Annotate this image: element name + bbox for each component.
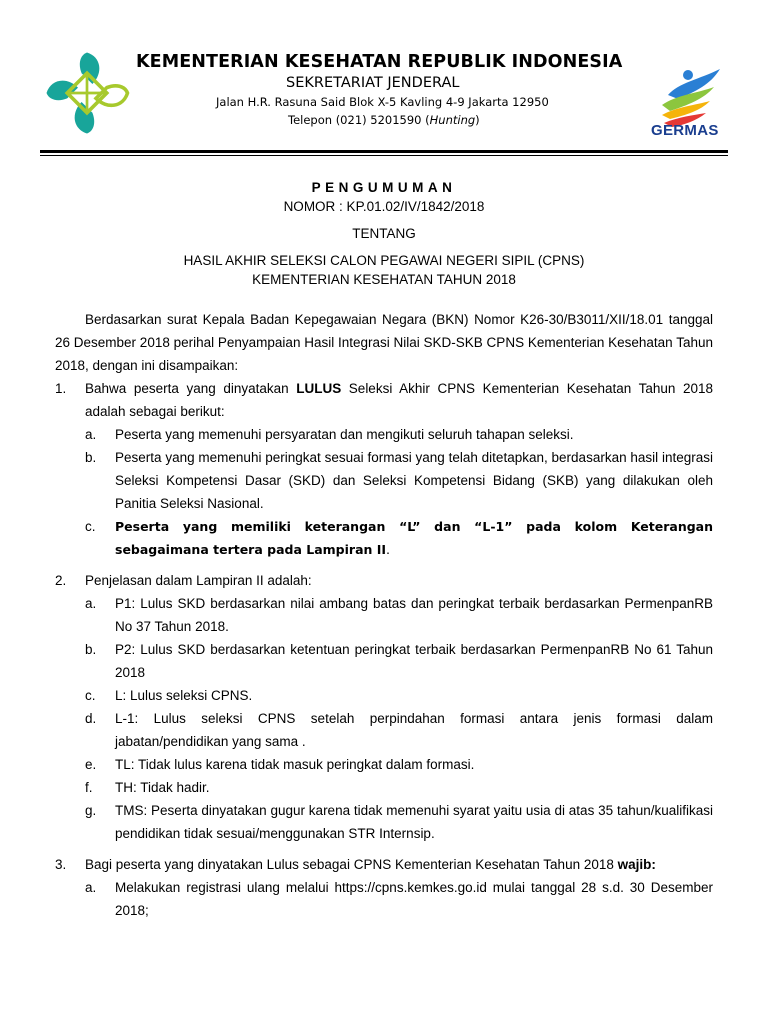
sub-text-tail: . [386, 542, 390, 557]
sub-text: L-1: Lulus seleksi CPNS setelah perpindahan formasi antara jenis formasi dalam jabatan/pendidikan yang sama . [115, 711, 713, 749]
sub-letter: c. [85, 519, 96, 534]
sub-text: TMS: Peserta dinyatakan gugur karena tidak memenuhi syarat yaitu usia di atas 35 tahun/kualifikasi pendidikan tidak sesuai/menggunakan STR Internsip. [115, 803, 713, 841]
sub-letter: g. [85, 803, 97, 818]
sub-text: Peserta yang memenuhi peringkat sesuai formasi yang telah ditetapkan, berdasarkan hasil integrasi Seleksi Kompetensi Dasar (SKD) dan Seleksi Kompetensi Bidang (SKB) yang dilakukan oleh Panitia Seleksi Nasional. [115, 450, 713, 511]
sub-letter: f. [85, 780, 93, 795]
sub-item [85, 592, 713, 638]
sub-text: P1: Lulus SKD berdasarkan nilai ambang batas dan peringkat terbaik berdasarkan PermenpanRB No 37 Tahun 2018. [115, 596, 713, 634]
phone-suffix: ) [475, 113, 480, 127]
sub-text: L: Lulus seleksi CPNS. [115, 688, 253, 703]
list-number: 2. [55, 573, 67, 588]
sub-letter: d. [85, 711, 97, 726]
sub-letter: a. [85, 427, 97, 442]
letterhead-rule-thin [40, 155, 728, 156]
sub-text: Peserta yang memenuhi persyaratan dan mengikuti seluruh tahapan seleksi. [115, 427, 574, 442]
sub-letter: a. [85, 880, 97, 895]
item2-text: Penjelasan dalam Lampiran II adalah: [85, 573, 312, 588]
sub-letter: b. [85, 642, 97, 657]
list-item-2 [55, 569, 713, 845]
sub-item [85, 515, 713, 561]
announcement-heading: PENGUMUMAN [311, 180, 457, 195]
sub-item [85, 638, 713, 684]
sub-letter: e. [85, 757, 97, 772]
item3-text-pre: Bagi peserta yang dinyatakan Lulus sebagai CPNS Kementerian Kesehatan Tahun 2018 [85, 857, 618, 872]
sub-item [85, 423, 713, 446]
sub-text: TH: Tidak hadir. [115, 780, 210, 795]
announcement-about: TENTANG [352, 226, 416, 241]
list-number: 3. [55, 857, 67, 872]
secretariat-name: SEKRETARIAT JENDERAL [286, 75, 460, 91]
item1-text-post: Seleksi Akhir CPNS Kementerian Kesehatan Tahun 2018 adalah sebagai berikut: [85, 381, 713, 419]
list-item-3 [55, 853, 713, 922]
announcement-body [55, 308, 713, 922]
sub-item [85, 684, 713, 707]
item1-bold: LULUS [296, 381, 342, 396]
sub-text-bold: Peserta yang memiliki keterangan “L” dan “L-1” pada kolom Keterangan sebagaimana tertera pada Lampiran II [115, 519, 713, 557]
sub-letter: c. [85, 688, 96, 703]
kemenkes-logo [42, 48, 132, 138]
letterhead-text [136, 52, 666, 127]
sub-text: P2: Lulus SKD berdasarkan ketentuan peringkat terbaik berdasarkan PermenpanRB No 61 Tahun 2018 [115, 642, 713, 680]
list-item-1 [55, 377, 713, 561]
item3-bold: wajib: [617, 857, 656, 872]
sub-item [85, 876, 713, 922]
intro-paragraph: Berdasarkan surat Kepala Badan Kepegawaian Negara (BKN) Nomor K26-30/B3011/XII/18.01 tanggal 26 Desember 2018 perihal Penyampaian Hasil Integrasi Nilai SKD-SKB CPNS Kementerian Kesehatan Tahun 2018, dengan ini disampaikan: [55, 312, 713, 373]
sub-item [85, 776, 713, 799]
sub-text: Melakukan registrasi ulang melalui https://cpns.kemkes.go.id mulai tanggal 28 s.d. 30 Desember 2018; [115, 880, 713, 918]
announcement-number: NOMOR : KP.01.02/IV/1842/2018 [283, 199, 485, 214]
sub-item [85, 753, 713, 776]
item1-text-pre: Bahwa peserta yang dinyatakan [85, 381, 297, 396]
announcement-title-block [0, 178, 768, 289]
announcement-subject-line1: HASIL AKHIR SELEKSI CALON PEGAWAI NEGERI SIPIL (CPNS) [183, 253, 585, 268]
phone-hunting: Hunting [429, 113, 476, 127]
list-number: 1. [55, 381, 67, 396]
announcement-subject-line2: KEMENTERIAN KESEHATAN TAHUN 2018 [252, 272, 516, 287]
phone-prefix: Telepon (021) 5201590 ( [288, 113, 430, 127]
sub-item [85, 799, 713, 845]
ministry-name: KEMENTERIAN KESEHATAN REPUBLIK INDONESIA [136, 52, 623, 72]
germas-label: GERMAS [651, 122, 719, 139]
sub-item [85, 707, 713, 753]
office-phone [288, 113, 666, 127]
sub-letter: b. [85, 450, 97, 465]
letterhead-rule-thick [40, 150, 728, 153]
sub-item [85, 446, 713, 515]
office-address: Jalan H.R. Rasuna Said Blok X-5 Kavling 4-9 Jakarta 12950 [216, 95, 549, 109]
sub-letter: a. [85, 596, 97, 611]
sub-text: TL: Tidak lulus karena tidak masuk peringkat dalam formasi. [115, 757, 475, 772]
